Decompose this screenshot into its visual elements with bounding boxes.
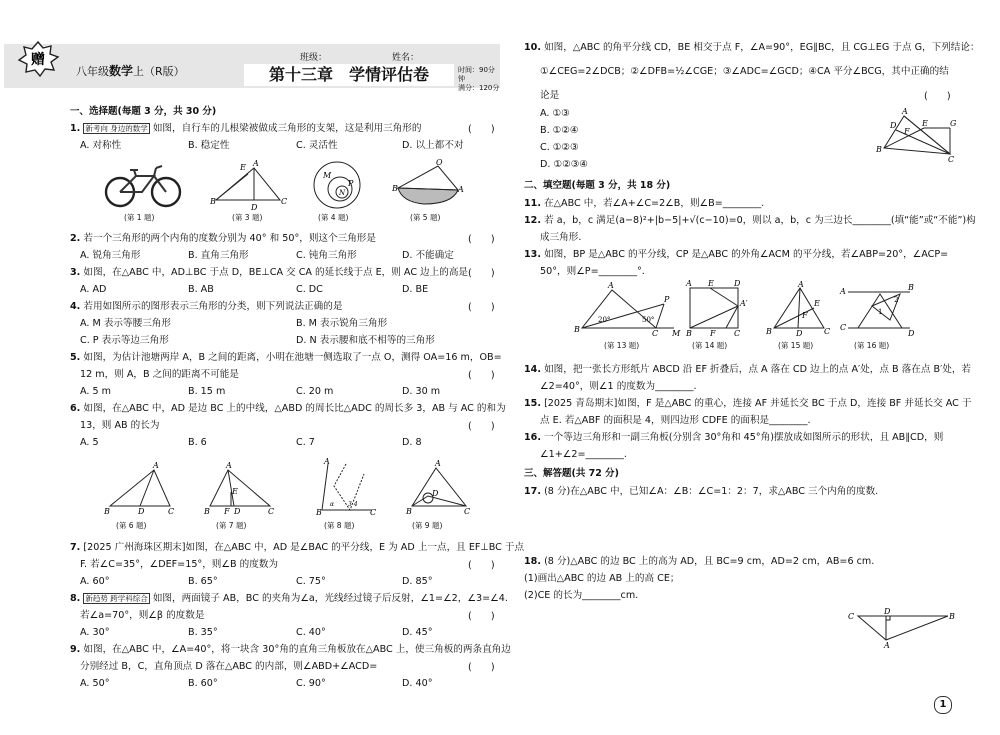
q16-text-line1: 一个等边三角形和一副三角板(分别含 30°角和 45°角)摆放成如图所示的形状，且 AB∥CD，则	[544, 432, 944, 443]
svg-text:B: B	[210, 197, 216, 206]
svg-text:A: A	[458, 185, 464, 194]
question-13	[524, 247, 948, 263]
exam-meta	[458, 66, 500, 93]
q6-text-line1: 如图，在△ABC 中，AD 是边 BC 上的中线，△ABD 的周长比△ADC 的周长多 3，AB 与 AC 的和为	[83, 403, 506, 414]
q18-number: 18.	[524, 556, 541, 567]
q3-number: 3.	[70, 267, 81, 278]
svg-text:B: B	[686, 329, 692, 338]
question-4	[70, 299, 342, 315]
caption-fig-13: (第 13 题)	[604, 341, 640, 350]
figure-6-triangle	[104, 462, 176, 514]
svg-text:A: A	[686, 279, 692, 288]
svg-text:B: B	[949, 612, 955, 621]
svg-text:A: A	[226, 461, 232, 470]
q1-option-b: B. 稳定性	[188, 140, 230, 151]
svg-text:C: C	[948, 155, 955, 164]
q15-text-line1: [2025 青岛期末]如图，F 是△ABC 的重心，连接 AF 并延长交 BC 于点 D，连接 BF 并延长交 AC 于	[544, 398, 972, 409]
question-5	[70, 350, 502, 366]
q9-option-d: D. 40°	[402, 678, 433, 689]
figure-8-mirrors	[316, 457, 377, 517]
q1-option-d: D. 以上都不对	[402, 140, 464, 151]
q4-number: 4.	[70, 301, 81, 312]
q10-text-line3: 论是	[540, 90, 560, 101]
svg-text:50°: 50°	[642, 316, 655, 324]
figure-18-triangle	[848, 606, 955, 650]
question-1	[70, 121, 421, 137]
svg-text:B: B	[876, 145, 882, 154]
q9-option-c: C. 90°	[296, 678, 326, 689]
svg-text:N: N	[339, 189, 346, 197]
q6-answer-paren: ( )	[468, 421, 495, 432]
svg-text:D: D	[884, 607, 891, 616]
q1-number: 1.	[70, 123, 81, 134]
q16-text-line2: ∠1+∠2=________.	[540, 449, 627, 460]
q8-option-c: C. 40°	[296, 627, 326, 638]
q4-options	[80, 316, 500, 350]
q4-option-a: A. M 表示等腰三角形	[80, 318, 171, 329]
svg-text:D: D	[908, 329, 915, 338]
svg-text:B: B	[392, 184, 398, 193]
q8-tag: 新趋势 跨学科综合	[85, 594, 148, 603]
q10-option-d: D. ①②③④	[540, 159, 588, 170]
svg-text:B: B	[316, 508, 322, 517]
q18-part-1: (1)画出△ABC 的边 AB 上的高 CE；	[524, 573, 680, 584]
caption-fig-7: (第 7 题)	[216, 521, 247, 530]
svg-text:E: E	[708, 279, 714, 288]
svg-text:D: D	[432, 489, 439, 498]
figure-7-triangle	[204, 462, 276, 514]
q10-answer-paren: ( )	[924, 91, 951, 102]
q14-number: 14.	[524, 364, 541, 375]
q11-number: 11.	[524, 198, 541, 209]
series-suffix: 上（R版）	[133, 65, 185, 78]
svg-text:A: A	[253, 159, 259, 168]
svg-text:B: B	[204, 507, 210, 516]
question-16	[524, 430, 943, 446]
caption-fig-4: (第 4 题)	[318, 213, 349, 222]
q1-option-a: A. 对称性	[80, 140, 122, 151]
caption-fig-5: (第 5 题)	[410, 213, 441, 222]
q12-number: 12.	[524, 215, 541, 226]
q12-text-line1: 若 a，b，c 满足(a−8)²+|b−5|+√(c−10)=0，则以 a，b，c 为三边长________(填“能”或“不能”)构	[544, 215, 976, 226]
series-subject: 数学	[109, 64, 134, 78]
q6-number: 6.	[70, 403, 81, 414]
svg-text:C: C	[370, 508, 377, 517]
svg-text:C: C	[281, 197, 288, 206]
svg-text:E: E	[240, 163, 246, 172]
q2-option-d: D. 不能确定	[402, 250, 454, 261]
series-prefix: 八年级	[76, 65, 109, 78]
gift-badge	[14, 40, 62, 78]
q18-part-2: (2)CE 的长为________cm.	[524, 590, 639, 601]
q1-answer-paren: ( )	[468, 124, 495, 135]
q2-option-a: A. 锐角三角形	[80, 250, 141, 261]
svg-text:O: O	[436, 158, 443, 167]
q5-option-b: B. 15 m	[188, 386, 226, 397]
question-11	[524, 196, 764, 212]
q17-text: (8 分)在△ABC 中，已知∠A：∠B：∠C=1：2：7，求△ABC 三个内角的度数.	[544, 486, 879, 497]
svg-text:α: α	[330, 501, 335, 508]
q8-option-b: B. 35°	[188, 627, 218, 638]
caption-fig-8: (第 8 题)	[324, 521, 355, 530]
svg-text:C: C	[734, 329, 741, 338]
q4-text: 若用如图所示的图形表示三角形的分类，则下列说法正确的是	[83, 301, 343, 312]
q4-option-c: C. P 表示等边三角形	[80, 335, 169, 346]
q7-option-b: B. 65°	[188, 576, 218, 587]
q2-text: 若一个三角形的两个内角的度数分别为 40° 和 50°，则这个三角形是	[83, 233, 376, 244]
q13-text-line2: 50°，则∠P=________°.	[540, 266, 645, 277]
q5-text-line2: 12 m，则 A，B 之间的距离不可能是	[80, 369, 239, 380]
svg-text:D: D	[138, 507, 145, 516]
q6-option-c: C. 7	[296, 437, 315, 448]
q8-answer-paren: ( )	[468, 611, 495, 622]
q1-option-c: C. 灵活性	[296, 140, 338, 151]
q14-text-line2: ∠2=40°，则∠1 的度数为________.	[540, 381, 697, 392]
question-14	[524, 362, 971, 378]
svg-text:2: 2	[894, 296, 899, 304]
exam-time: 时间：90分钟	[458, 66, 495, 83]
name-field: 姓名：	[392, 53, 420, 63]
q3-answer-paren: ( )	[468, 268, 495, 279]
q3-option-d: D. BE	[402, 284, 429, 295]
svg-text:D: D	[734, 279, 741, 288]
caption-fig-14: (第 14 题)	[692, 341, 728, 350]
svg-text:C: C	[268, 507, 275, 516]
figure-14-fold	[686, 279, 748, 338]
figure-13-triangle	[574, 281, 681, 338]
class-field: 班级：	[300, 53, 328, 63]
svg-text:D: D	[251, 203, 258, 212]
q15-text-line2: 点 E. 若△ABF 的面积是 4，则四边形 CDFE 的面积是________.	[540, 415, 811, 426]
figure-3-triangle	[210, 160, 290, 210]
question-15	[524, 396, 972, 412]
question-3	[70, 265, 468, 281]
svg-text:C: C	[168, 507, 175, 516]
q9-answer-paren: ( )	[468, 662, 495, 673]
svg-text:C: C	[464, 507, 471, 516]
q2-answer-paren: ( )	[468, 234, 495, 245]
q18-text: (8 分)△ABC 的边 BC 上的高为 AD，且 BC=9 cm，AD=2 cm，AB=6 cm.	[544, 556, 875, 567]
q7-number: 7.	[70, 542, 81, 553]
q15-number: 15.	[524, 398, 541, 409]
q9-text-line2: 分别经过 B，C，直角顶点 D 落在△ABC 的内部，则∠ABD+∠ACD=	[80, 661, 378, 672]
figure-5-pond	[392, 160, 464, 210]
q9-text-line1: 如图，在△ABC 中，∠A=40°，将一块含 30°角的直角三角板放在△ABC 上，使三角板的两条直角边	[83, 644, 511, 655]
section-solve: 三、解答题(共 72 分)	[524, 468, 620, 479]
q8-number: 8.	[70, 593, 81, 604]
svg-text:A′: A′	[740, 299, 748, 308]
q4-answer-paren: ( )	[468, 302, 495, 313]
q10-text-line2: ①∠CEG=2∠DCB；②∠DFB=½∠CGE；③∠ADC=∠GCD；④CA 平分∠BCG，其中正确的结	[540, 66, 949, 77]
q10-option-b: B. ①②④	[540, 125, 579, 136]
svg-text:C: C	[652, 329, 659, 338]
svg-text:P: P	[664, 295, 670, 304]
gift-label: 赠	[31, 52, 45, 68]
q5-number: 5.	[70, 352, 81, 363]
q14-text-line1: 如图，把一张长方形纸片 ABCD 沿 EF 折叠后，点 A 落在 CD 边上的点 A′处，点 B 落在点 B′处，若	[544, 364, 972, 375]
svg-text:E: E	[922, 119, 928, 128]
svg-text:M: M	[672, 329, 681, 338]
q1-text: 如图，自行车的儿根梁被做成三角形的支架，这是利用三角形的	[152, 123, 422, 134]
q5-text-line1: 如图，为估计池塘两岸 A，B 之间的距离，小明在池塘一侧选取了一点 O，测得 OA=16 m，OB=	[83, 352, 502, 363]
svg-text:D: D	[234, 507, 241, 516]
question-17	[524, 484, 878, 500]
svg-text:A: A	[902, 107, 908, 116]
q7-text-line1: [2025 广州海珠区期末]如图，在△ABC 中，AD 是∠BAC 的平分线，E 为 AD 上一点，且 EF⊥BC 于点	[83, 542, 525, 553]
q6-option-a: A. 5	[80, 437, 99, 448]
question-8	[70, 591, 508, 607]
question-10	[524, 40, 980, 56]
q2-number: 2.	[70, 233, 81, 244]
caption-fig-9: (第 9 题)	[412, 521, 443, 530]
q12-text-line2: 成三角形.	[540, 232, 582, 243]
exam-score: 满分：120分	[458, 84, 500, 92]
svg-text:A: A	[884, 641, 890, 650]
q5-answer-paren: ( )	[468, 370, 495, 381]
q10-option-c: C. ①②③	[540, 142, 579, 153]
q3-option-c: C. DC	[296, 284, 323, 295]
q9-option-a: A. 50°	[80, 678, 110, 689]
q13-text-line1: 如图，BP 是△ABC 的平分线，CP 是△ABC 的外角∠ACM 的平分线，若∠ABP=20°，∠ACP=	[544, 249, 949, 260]
figure-1-bicycle	[104, 160, 184, 210]
svg-text:C: C	[824, 327, 831, 336]
question-2	[70, 231, 376, 247]
svg-text:D: D	[890, 121, 897, 130]
q6-option-d: D. 8	[402, 437, 422, 448]
page-number: 1	[934, 696, 952, 714]
q10-options	[540, 106, 740, 176]
section-choice: 一、选择题(每题 3 分，共 30 分)	[70, 106, 217, 117]
q8-option-d: D. 45°	[402, 627, 433, 638]
q8-text-line1: 如图，两面镜子 AB，BC 的夹角为∠a，光线经过镜子后反射，∠1=∠2，∠3=∠4.	[152, 593, 508, 604]
q7-option-d: D. 85°	[402, 576, 433, 587]
svg-text:F: F	[802, 311, 808, 320]
svg-text:E: E	[814, 299, 820, 308]
q13-number: 13.	[524, 249, 541, 260]
question-6	[70, 401, 506, 417]
page-header	[0, 40, 500, 92]
svg-text:D: D	[796, 329, 803, 338]
svg-text:F: F	[710, 329, 716, 338]
q6-text-line2: 13，则 AB 的长为	[80, 420, 160, 431]
question-7	[70, 540, 524, 556]
svg-text:F: F	[224, 507, 230, 516]
svg-text:M: M	[323, 171, 332, 180]
q5-option-a: A. 5 m	[80, 386, 111, 397]
svg-text:3 4: 3 4	[348, 501, 358, 508]
svg-text:E: E	[232, 487, 238, 496]
svg-text:A: A	[435, 459, 441, 468]
svg-text:A: A	[608, 281, 614, 290]
svg-text:P: P	[348, 179, 354, 188]
figure-10-triangle	[876, 107, 960, 164]
q11-text: 在△ABC 中，若∠A+∠C=2∠B，则∠B=________.	[544, 198, 765, 209]
q8-text-line2: 若∠a=70°，则∠β 的度数是	[80, 610, 205, 621]
q10-text-line1: 如图，△ABC 的角平分线 CD，BE 相交于点 F，∠A=90°，EG∥BC，且 CG⊥EG 于点 G，下列结论：	[544, 42, 980, 53]
svg-text:C: C	[848, 612, 855, 621]
q6-option-b: B. 6	[188, 437, 207, 448]
question-9	[70, 642, 511, 658]
svg-text:B: B	[908, 283, 914, 292]
book-series	[76, 62, 185, 79]
caption-fig-1: (第 1 题)	[124, 213, 155, 222]
q3-option-b: B. AB	[188, 284, 214, 295]
svg-text:A: A	[798, 280, 804, 289]
q5-option-c: C. 20 m	[296, 386, 334, 397]
svg-text:A: A	[840, 287, 846, 296]
svg-text:F: F	[904, 127, 910, 136]
q10-number: 10.	[524, 42, 541, 53]
q7-option-c: C. 75°	[296, 576, 326, 587]
q17-number: 17.	[524, 486, 541, 497]
q7-answer-paren: ( )	[468, 560, 495, 571]
q9-option-b: B. 60°	[188, 678, 218, 689]
q2-option-c: C. 钝角三角形	[296, 250, 357, 261]
q3-option-a: A. AD	[80, 284, 107, 295]
figure-15-triangle	[766, 280, 831, 338]
svg-text:B: B	[104, 507, 110, 516]
q5-option-d: D. 30 m	[402, 386, 441, 397]
svg-text:B: B	[766, 327, 772, 336]
svg-text:A: A	[324, 457, 330, 466]
q7-option-a: A. 60°	[80, 576, 110, 587]
svg-text:G: G	[950, 119, 957, 128]
svg-text:A: A	[153, 461, 159, 470]
q3-text: 如图，在△ABC 中，AD⊥BC 于点 D，BE⊥CA 交 CA 的延长线于点 E，则 AC 边上的高是	[83, 267, 469, 278]
figure-9-triangle	[406, 459, 472, 516]
q16-number: 16.	[524, 432, 541, 443]
svg-text:B: B	[406, 507, 412, 516]
figure-4-venn	[312, 158, 362, 212]
q8-option-a: A. 30°	[80, 627, 110, 638]
q1-tag: 新考向 身边的数学	[85, 124, 148, 133]
q4-option-d: D. N 表示腰和底不相等的三角形	[296, 335, 435, 346]
caption-fig-3: (第 3 题)	[232, 213, 263, 222]
svg-text:C: C	[840, 323, 847, 332]
q2-option-b: B. 直角三角形	[188, 250, 249, 261]
question-18	[524, 554, 874, 570]
q10-option-a: A. ①③	[540, 108, 570, 119]
section-fill: 二、填空题(每题 3 分，共 18 分)	[524, 180, 671, 191]
caption-fig-16: (第 16 题)	[854, 341, 890, 350]
q4-option-b: B. M 表示锐角三角形	[296, 318, 388, 329]
svg-text:B: B	[574, 325, 580, 334]
svg-text:1: 1	[878, 308, 883, 316]
figure-16-setsquares	[840, 283, 916, 338]
page-title: 第十三章 学情评估卷	[244, 64, 454, 86]
q7-text-line2: F. 若∠C=35°，∠DEF=15°，则∠B 的度数为	[80, 559, 279, 570]
q9-number: 9.	[70, 644, 81, 655]
caption-fig-15: (第 15 题)	[778, 341, 814, 350]
svg-text:20°: 20°	[598, 316, 611, 324]
question-12	[524, 213, 976, 229]
caption-fig-6: (第 6 题)	[116, 521, 147, 530]
